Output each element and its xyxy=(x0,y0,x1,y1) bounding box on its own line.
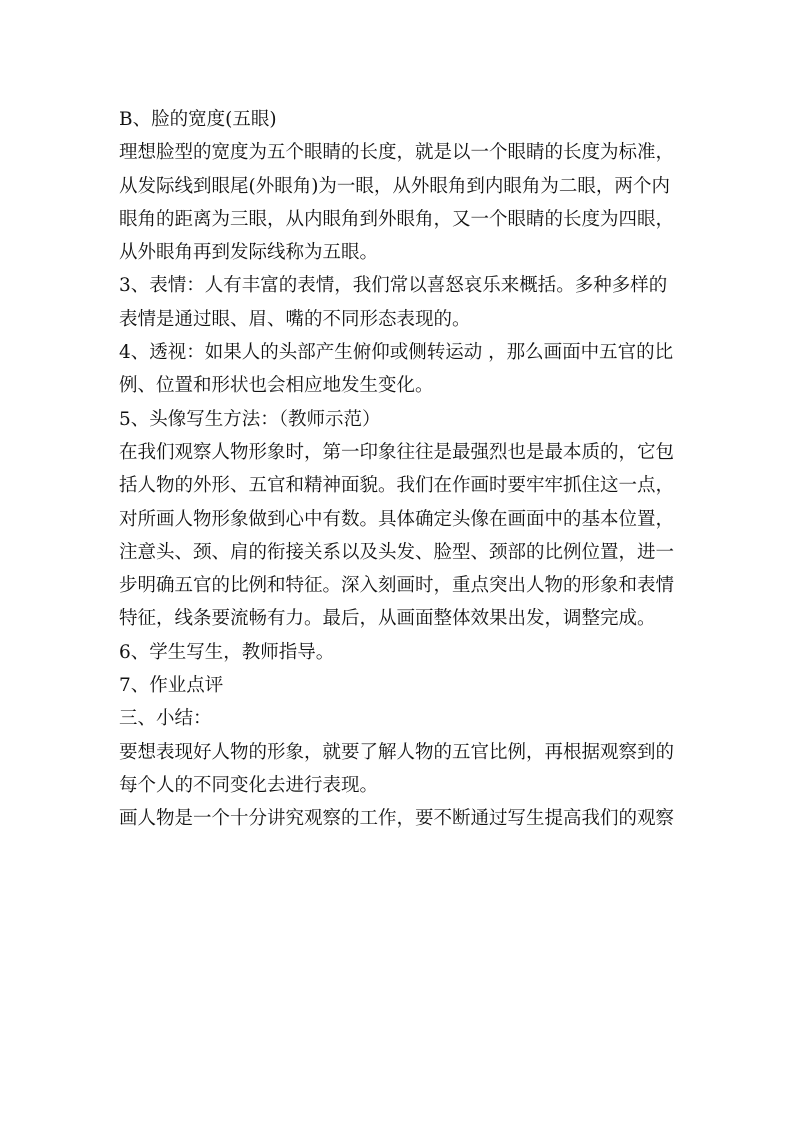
paragraph-line: 注意头、颈、肩的衔接关系以及头发、脸型、颈部的比例位置，进一 xyxy=(119,541,675,563)
paragraph-line: 在我们观察人物形象时，第一印象往往是最强烈也是最本质的，它包 xyxy=(119,441,675,463)
paragraph-line: 理想脸型的宽度为五个眼睛的长度，就是以一个眼睛的长度为标准， xyxy=(119,142,675,164)
section-item-expression: 3、表情：人有丰富的表情，我们常以喜怒哀乐来概括。多种多样的 xyxy=(119,275,668,297)
section-heading-summary: 三、小结： xyxy=(119,708,212,730)
paragraph-line: 表情是通过眼、眉、嘴的不同形态表现的。 xyxy=(119,308,471,330)
document-body xyxy=(119,103,689,836)
paragraph-line: 要想表现好人物的形象，就要了解人物的五官比例，再根据观察到的 xyxy=(119,741,675,763)
section-item-homework-review: 7、作业点评 xyxy=(119,675,224,697)
paragraph-line: 括人物的外形、五官和精神面貌。我们在作画时要牢牢抓住这一点， xyxy=(119,475,675,497)
section-item-perspective: 4、透视：如果人的头部产生俯仰或侧转运动 ，那么画面中五官的比 xyxy=(119,342,674,364)
section-heading-face-width: B、脸的宽度(五眼) xyxy=(119,109,277,130)
section-item-student-sketch: 6、学生写生，教师指导。 xyxy=(119,641,335,663)
paragraph-line: 从外眼角再到发际线称为五眼。 xyxy=(119,242,379,264)
section-item-sketch-method: 5、头像写生方法：（教师示范） xyxy=(119,408,381,430)
paragraph-line: 对所画人物形象做到心中有数。具体确定头像在画面中的基本位置， xyxy=(119,508,675,530)
paragraph-line: 从发际线到眼尾(外眼角)为一眼，从外眼角到内眼角为二眼，两个内 xyxy=(119,175,670,197)
paragraph-line: 眼角的距离为三眼，从内眼角到外眼角，又一个眼睛的长度为四眼， xyxy=(119,208,675,230)
paragraph-line: 特征，线条要流畅有力。最后，从画面整体效果出发，调整完成。 xyxy=(119,608,656,630)
paragraph-line: 每个人的不同变化去进行表现。 xyxy=(119,774,379,796)
paragraph-line: 例、位置和形状也会相应地发生变化。 xyxy=(119,375,434,397)
paragraph-line: 步明确五官的比例和特征。深入刻画时，重点突出人物的形象和表情 xyxy=(119,575,675,597)
paragraph-line: 画人物是一个十分讲究观察的工作，要不断通过写生提高我们的观察 xyxy=(119,808,675,830)
